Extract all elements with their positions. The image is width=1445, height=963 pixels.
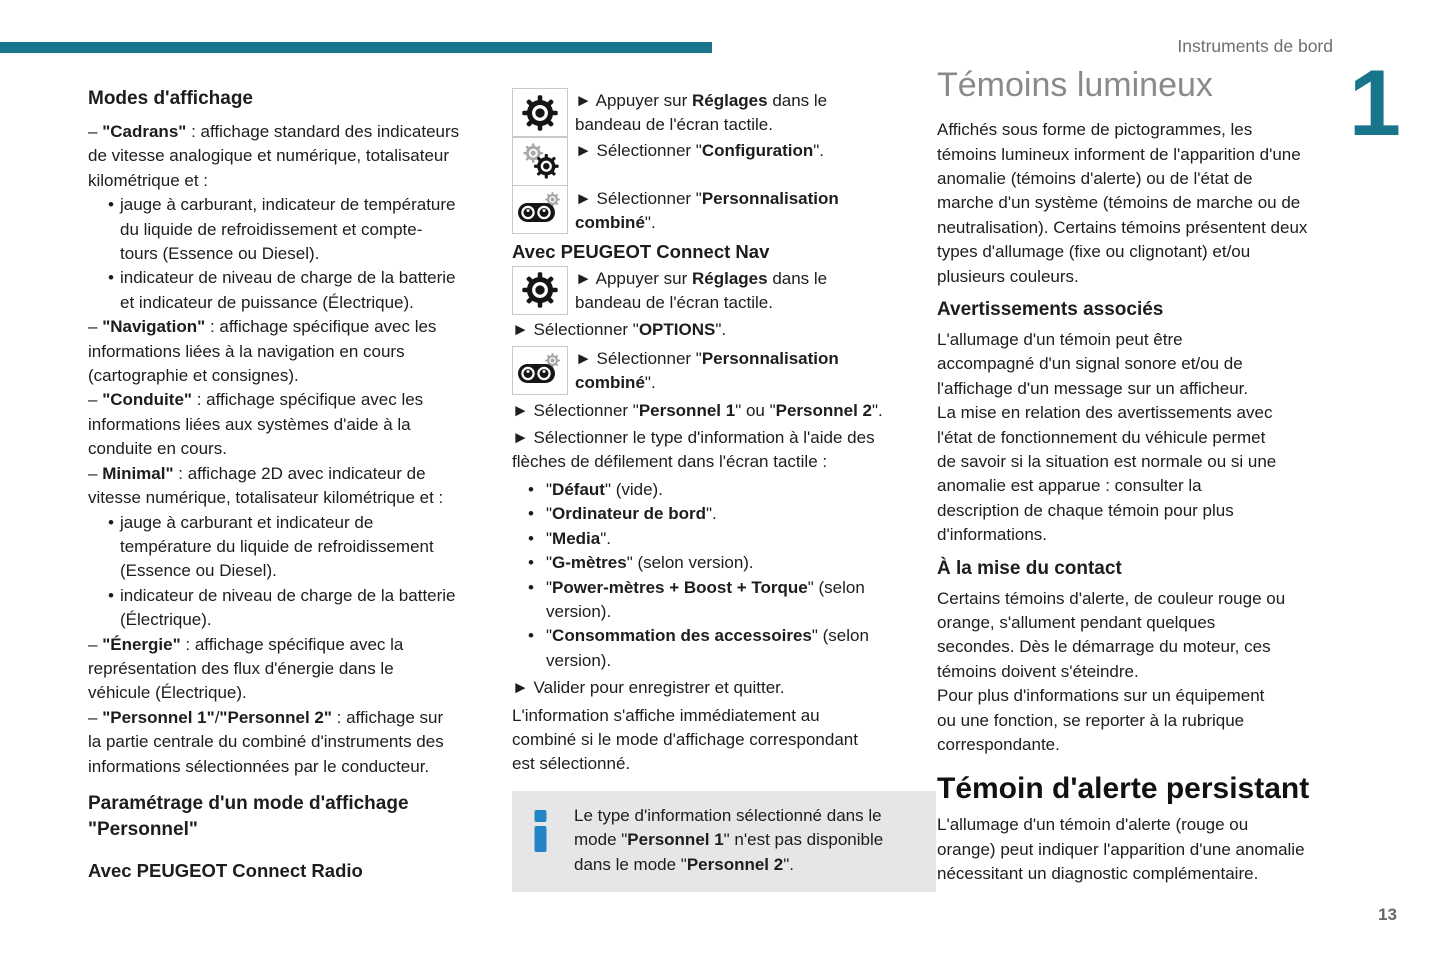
step-text: ► Sélectionner "OPTIONS". <box>512 320 727 340</box>
option-item: • "Ordinateur de bord". <box>512 502 918 526</box>
step-text: ► Sélectionner "Personnalisation combiné". <box>575 188 839 233</box>
icon-box <box>512 185 568 234</box>
display-mode-item: – "Personnel 1"/"Personnel 2" : affichage sur la partie centrale du combiné d'instruments des informations sélectionnées par le conducteur. <box>88 707 444 776</box>
icon-box <box>512 88 568 137</box>
teal-header-rule <box>0 42 712 53</box>
step-text: ► Sélectionner "Personnalisation combiné". <box>575 348 839 393</box>
step-text: ► Sélectionner "Personnel 1" ou "Personnel 2". <box>512 400 883 420</box>
avertissements-heading: Avertissements associés <box>937 298 1164 320</box>
radio-steps <box>512 88 936 236</box>
paragraph: La mise en relation des avertissements avec l'état de fonctionnement du véhicule permet de savoir si la situation est normale ou si une anomalie est apparue : consulter la description de chaque témoin pour plus d'informations. <box>937 403 1277 545</box>
double-gear-icon <box>519 140 561 182</box>
display-mode-item: – "Énergie" : affichage spécifique avec la représentation des flux d'énergie dans le véhicule (Électrique). <box>88 634 404 703</box>
step-text: ► Appuyer sur Réglages dans le bandeau de l'écran tactile. <box>575 91 828 135</box>
option-item: • "Power-mètres + Boost + Torque" (selon version). <box>512 576 918 625</box>
display-mode-subitem: • jauge à carburant, indicateur de température du liquide de refroidissement et compte-tours (Essence ou Diesel). <box>88 193 460 266</box>
paragraph: Certains témoins d'alerte, de couleur rouge ou orange, s'allument pendant quelques secondes. Dès le démarrage du moteur, ces témoins doivent s'éteindre. <box>937 588 1286 681</box>
display-mode-subitem: • jauge à carburant et indicateur de température du liquide de refroidissement (Essence ou Diesel). <box>88 511 460 584</box>
gear-icon <box>522 95 558 131</box>
option-item: • "Consommation des accessoires" (selon version). <box>512 624 918 673</box>
display-mode-subitem: • indicateur de niveau de charge de la batterie (Électrique). <box>88 584 460 633</box>
gear-icon <box>522 272 558 308</box>
icon-box <box>512 346 568 395</box>
connect-radio-heading: Avec PEUGEOT Connect Radio <box>88 860 363 882</box>
instrument-cluster-icon <box>517 190 563 228</box>
step-row <box>512 186 936 236</box>
instrument-cluster-icon <box>517 351 563 389</box>
section-label: Instruments de bord <box>1177 36 1333 56</box>
modes-heading: Modes d'affichage <box>88 88 253 109</box>
closing-paragraph: L'information s'affiche immédiatement au combiné si le mode d'affichage correspondant est sélectionné. <box>512 705 858 774</box>
note-text: Le type d'information sélectionné dans le mode "Personnel 1" n'est pas disponible dans le mode "Personnel 2". <box>574 805 884 874</box>
display-mode-item: – "Conduite" : affichage spécifique avec les informations liées aux systèmes d'aide à la conduite en cours. <box>88 390 424 459</box>
step-row <box>512 266 936 316</box>
step-text: ► Sélectionner "Configuration". <box>575 140 824 160</box>
left-column <box>88 88 460 882</box>
paragraph: L'allumage d'un témoin d'alerte (rouge ou orange) peut indiquer l'apparition d'une anomalie nécessitant un diagnostic complémentaire. <box>937 815 1305 884</box>
mise-du-contact-heading: À la mise du contact <box>937 557 1122 579</box>
connect-nav-heading: Avec PEUGEOT Connect Nav <box>512 240 770 262</box>
note-box <box>512 791 936 892</box>
icon-box <box>512 137 568 186</box>
display-mode-item: – "Navigation" : affichage spécifique avec les informations liées à la navigation en cours (cartographie et consignes). <box>88 317 437 386</box>
option-item: • "G-mètres" (selon version). <box>512 551 918 575</box>
page-number: 13 <box>1378 905 1397 924</box>
temoins-lumineux-title: Témoins lumineux <box>937 66 1213 104</box>
middle-column <box>512 88 936 892</box>
chapter-number: 1 <box>1348 50 1401 155</box>
right-column <box>937 66 1341 887</box>
option-item: • "Défaut" (vide). <box>512 478 918 502</box>
paragraph: L'allumage d'un témoin peut être accompagné d'un signal sonore et/ou de l'affichage d'un message sur un afficheur. <box>937 329 1249 398</box>
step-text: ► Sélectionner le type d'information à l'aide des flèches de défilement dans l'écran tactile : <box>512 428 875 472</box>
option-item: • "Media". <box>512 527 918 551</box>
paragraph: Pour plus d'informations sur un équipement ou une fonction, se reporter à la rubrique correspondante. <box>937 686 1265 755</box>
display-mode-item: – Minimal" : affichage 2D avec indicateur de vitesse numérique, totalisateur kilométrique et : <box>88 463 444 508</box>
step-text: ► Valider pour enregistrer et quitter. <box>512 678 785 698</box>
display-mode-item: – "Cadrans" : affichage standard des indicateurs de vitesse analogique et numérique, totalisateur kilométrique et : <box>88 122 460 190</box>
info-icon <box>534 810 547 852</box>
display-mode-subitem: • indicateur de niveau de charge de la batterie et indicateur de puissance (Électrique). <box>88 266 460 315</box>
step-text: ► Appuyer sur Réglages dans le bandeau de l'écran tactile. <box>575 268 828 313</box>
step-row <box>512 138 936 186</box>
parametrage-heading: Paramétrage d'un mode d'affichage "Personnel" <box>88 792 409 840</box>
temoin-alerte-title: Témoin d'alerte persistant <box>937 772 1310 806</box>
step-row <box>512 88 936 138</box>
icon-box <box>512 266 568 315</box>
intro-paragraph: Affichés sous forme de pictogrammes, les témoins lumineux informent de l'apparition d'une anomalie (témoins d'alerte) ou de l'état de marche d'un système (témoins de marche ou de neutralisation). Certains témoins présentent deux types d'allumage (fixe ou clignotant) et/ou plusieurs couleurs. <box>937 120 1308 286</box>
step-row <box>512 346 936 396</box>
